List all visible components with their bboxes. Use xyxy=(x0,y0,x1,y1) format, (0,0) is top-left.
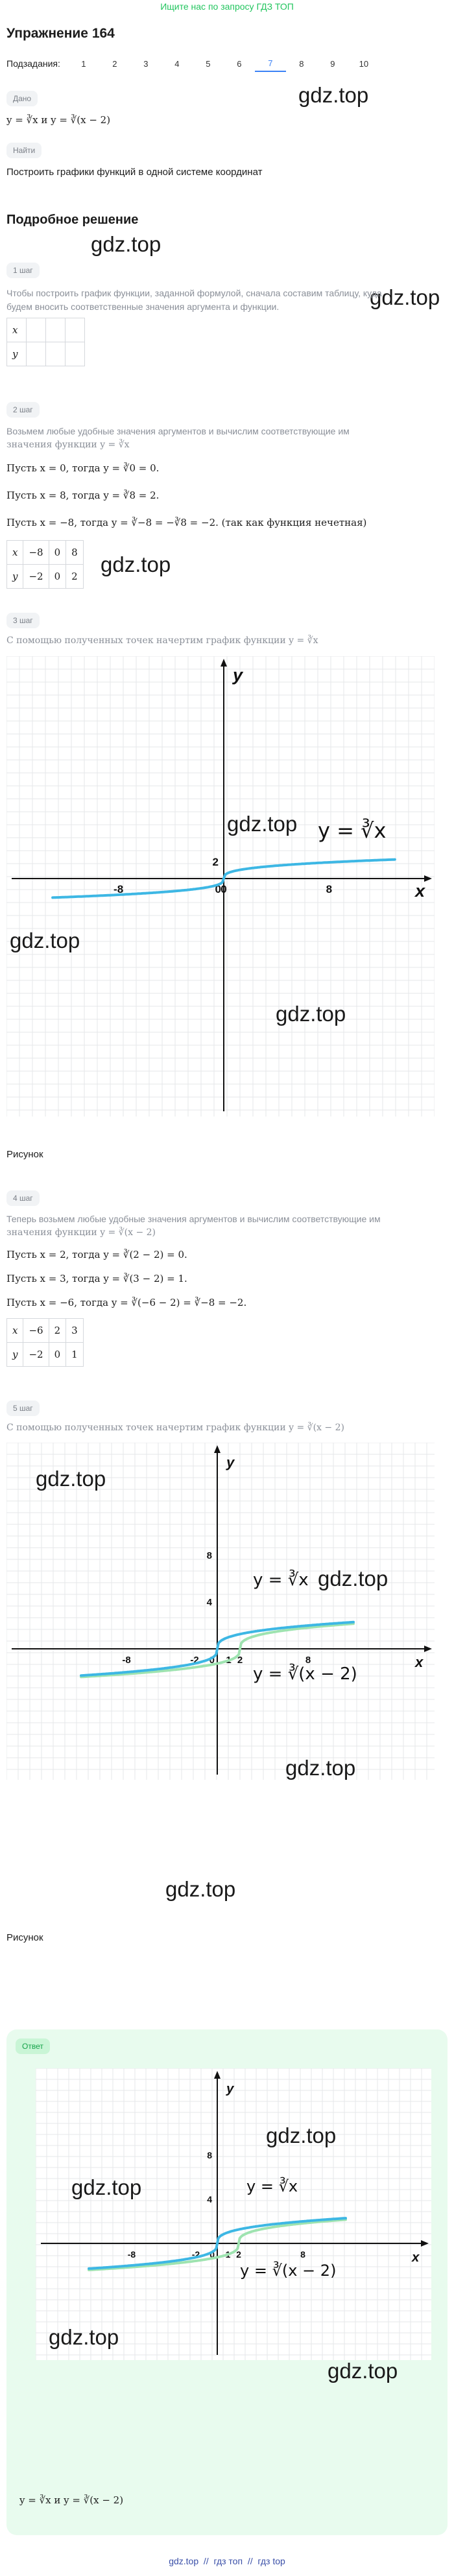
table-row xyxy=(7,565,84,589)
watermark: gdz.top xyxy=(370,285,440,309)
step-chip: 4 шаг xyxy=(6,1190,40,1206)
function-label: y = ∛x xyxy=(246,2177,298,2195)
figure-caption: Рисунок xyxy=(6,1149,43,1160)
x-tick-label: 8 xyxy=(326,883,333,895)
subtask-tab[interactable]: 5 xyxy=(206,58,211,69)
x-tick-label: -2 xyxy=(190,1655,199,1666)
x-axis-label: x xyxy=(415,1654,424,1670)
origin-label: 0 xyxy=(209,2249,215,2260)
y-tick-label: 8 xyxy=(206,1550,212,1561)
subtask-tab[interactable]: 8 xyxy=(299,58,304,69)
step2-calc: Пусть x = 8, тогда y = ∛8 = 2. xyxy=(6,490,160,501)
footer-link[interactable]: гдз top xyxy=(257,2556,285,2566)
table-row xyxy=(7,318,85,342)
subtask-tab-active[interactable]: 7 xyxy=(255,56,286,72)
x-tick-label: -8 xyxy=(122,1655,131,1666)
y-tick-label: 4 xyxy=(206,1597,212,1608)
graph-cbrt xyxy=(6,656,435,1117)
x-axis-label: x xyxy=(415,880,425,901)
table-row xyxy=(7,541,84,565)
graph-cbrt-pair xyxy=(6,1443,435,1780)
find-text: Построить графики функций в одной системе координат xyxy=(6,167,263,178)
watermark: gdz.top xyxy=(285,1756,356,1780)
watermark: gdz.top xyxy=(10,928,80,952)
table-cell: 2 xyxy=(66,565,84,589)
step4-table xyxy=(6,1318,84,1367)
table-row xyxy=(7,1319,84,1343)
step-chip: 5 шаг xyxy=(6,1400,40,1416)
subtask-tab[interactable]: 3 xyxy=(143,58,149,69)
footer-separator: // xyxy=(201,2556,211,2566)
x-tick-label: 0 xyxy=(221,883,227,895)
x-tick-label: 2 xyxy=(237,1655,243,1666)
table-cell: x xyxy=(7,541,23,565)
watermark: gdz.top xyxy=(165,1877,236,1901)
x-tick-label: 8 xyxy=(300,2249,305,2260)
find-chip: Найти xyxy=(6,143,42,158)
subtask-tab[interactable]: 6 xyxy=(237,58,242,69)
y-axis-label: y xyxy=(226,1454,235,1471)
x-tick-label: -2 xyxy=(191,2249,200,2260)
watermark: gdz.top xyxy=(298,83,369,107)
watermark: gdz.top xyxy=(71,2175,142,2199)
footer-separator: // xyxy=(245,2556,256,2566)
table-cell: x xyxy=(7,1319,23,1343)
step1-text: Чтобы построить график функции, заданной формулой, сначала составим таблицу, куда xyxy=(6,288,382,298)
table-cell: −8 xyxy=(23,541,49,565)
given-text: y = ∛x и y = ∛(x − 2) xyxy=(6,114,111,126)
step4-text: Теперь возьмем любые удобные значения аргументов и вычислим соответствующие им xyxy=(6,1214,381,1224)
step5-text: С помощью полученных точек начертим график функции y = ∛(x − 2) xyxy=(6,1423,344,1433)
table-cell: 0 xyxy=(49,1343,66,1367)
function-label: y = ∛x xyxy=(253,1570,309,1590)
step2-calc: Пусть x = −8, тогда y = ∛−8 = −∛8 = −2. (так как функция нечетная) xyxy=(6,517,367,528)
x-tick-label: 8 xyxy=(305,1655,311,1666)
y-axis-label: y xyxy=(226,2082,234,2096)
y-tick-label: 4 xyxy=(207,2194,212,2204)
table-cell xyxy=(66,318,85,342)
x-tick-label: 1 xyxy=(225,2249,231,2260)
given-chip: Дано xyxy=(6,91,38,106)
origin-label: 0 xyxy=(209,1655,215,1666)
x-tick-label: -8 xyxy=(127,2249,136,2260)
table-cell xyxy=(66,342,85,366)
watermark: gdz.top xyxy=(101,552,171,576)
footer-links[interactable] xyxy=(0,2556,454,2566)
table-cell: y xyxy=(7,1343,23,1367)
table-cell xyxy=(46,342,66,366)
subtask-tab[interactable]: 9 xyxy=(330,58,335,69)
graph-background xyxy=(6,1443,435,1780)
step1-table xyxy=(6,318,85,366)
function-label: y = ∛(x − 2) xyxy=(253,1664,357,1684)
table-cell: −6 xyxy=(23,1319,49,1343)
origin-label: 0 xyxy=(215,883,221,895)
figure-caption: Рисунок xyxy=(6,1932,43,1943)
table-row xyxy=(7,1343,84,1367)
table-cell: 0 xyxy=(49,565,66,589)
table-row xyxy=(7,342,85,366)
table-cell: y xyxy=(7,342,27,366)
page-title: Упражнение 164 xyxy=(6,26,115,41)
watermark: gdz.top xyxy=(318,1566,388,1590)
step2-table xyxy=(6,540,84,589)
table-cell xyxy=(46,318,66,342)
step-chip: 2 шаг xyxy=(6,402,40,418)
step4-calc: Пусть x = 3, тогда y = ∛(3 − 2) = 1. xyxy=(6,1273,187,1284)
function-label: y = ∛(x − 2) xyxy=(240,2262,337,2280)
footer-link[interactable]: gdz.top xyxy=(169,2556,199,2566)
x-tick-label: -8 xyxy=(114,883,124,895)
x-axis-label: x xyxy=(412,2251,420,2265)
step1-text: будем вносить соответственные значения аргумента и функции. xyxy=(6,301,280,312)
watermark: gdz.top xyxy=(49,2325,119,2349)
subtask-tab[interactable]: 10 xyxy=(359,58,369,69)
subtask-tab[interactable]: 1 xyxy=(81,58,86,69)
table-cell: 2 xyxy=(49,1319,66,1343)
step2-text: значения функции y = ∛x xyxy=(6,440,130,450)
step4-text: значения функции y = ∛(x − 2) xyxy=(6,1227,156,1238)
table-cell: 1 xyxy=(66,1343,84,1367)
table-cell: y xyxy=(7,565,23,589)
watermark: gdz.top xyxy=(276,1002,346,1026)
watermark: gdz.top xyxy=(266,2123,337,2147)
step4-calc: Пусть x = −6, тогда y = ∛(−6 − 2) = ∛−8 = −2. xyxy=(6,1297,247,1308)
function-label: y = ∛x xyxy=(318,818,387,843)
promo-banner[interactable]: Ищите нас по запросу ГДЗ ТОП xyxy=(160,1,294,12)
table-cell: 8 xyxy=(66,541,84,565)
step2-calc: Пусть x = 0, тогда y = ∛0 = 0. xyxy=(6,462,160,474)
watermark: gdz.top xyxy=(227,812,298,836)
step-chip: 1 шаг xyxy=(6,263,40,278)
step4-calc: Пусть x = 2, тогда y = ∛(2 − 2) = 0. xyxy=(6,1249,187,1260)
answer-card xyxy=(6,2029,448,2535)
footer-link[interactable]: гдз топ xyxy=(213,2556,243,2566)
table-cell xyxy=(27,318,46,342)
y-axis-label: y xyxy=(233,665,243,685)
table-cell: 0 xyxy=(49,541,66,565)
table-cell xyxy=(27,342,46,366)
x-tick-label: 2 xyxy=(236,2249,241,2260)
answer-text: y = ∛x и y = ∛(x − 2) xyxy=(19,2494,124,2506)
subtask-nav xyxy=(6,55,379,72)
table-cell: −2 xyxy=(23,1343,49,1367)
watermark: gdz.top xyxy=(91,232,161,256)
solution-title: Подробное решение xyxy=(6,213,139,227)
graph-answer xyxy=(36,2068,431,2360)
watermark: gdz.top xyxy=(36,1467,106,1491)
subtask-nav-label: Подзадания: xyxy=(6,58,60,69)
table-cell: −2 xyxy=(23,565,49,589)
answer-chip: Ответ xyxy=(16,2038,50,2054)
watermark: gdz.top xyxy=(328,2359,398,2383)
table-cell: 3 xyxy=(66,1319,84,1343)
table-cell: x xyxy=(7,318,27,342)
step3-text: С помощью полученных точек начертим график функции y = ∛x xyxy=(6,635,318,646)
y-tick-label: 8 xyxy=(207,2150,212,2160)
step2-text: Возьмем любые удобные значения аргументов и вычислим соответствующие им xyxy=(6,426,350,436)
y-tick-label: 2 xyxy=(212,856,219,868)
x-tick-label: 1 xyxy=(226,1655,232,1666)
step-chip: 3 шаг xyxy=(6,613,40,628)
subtask-tab[interactable]: 2 xyxy=(112,58,117,69)
subtask-tab[interactable]: 4 xyxy=(174,58,180,69)
